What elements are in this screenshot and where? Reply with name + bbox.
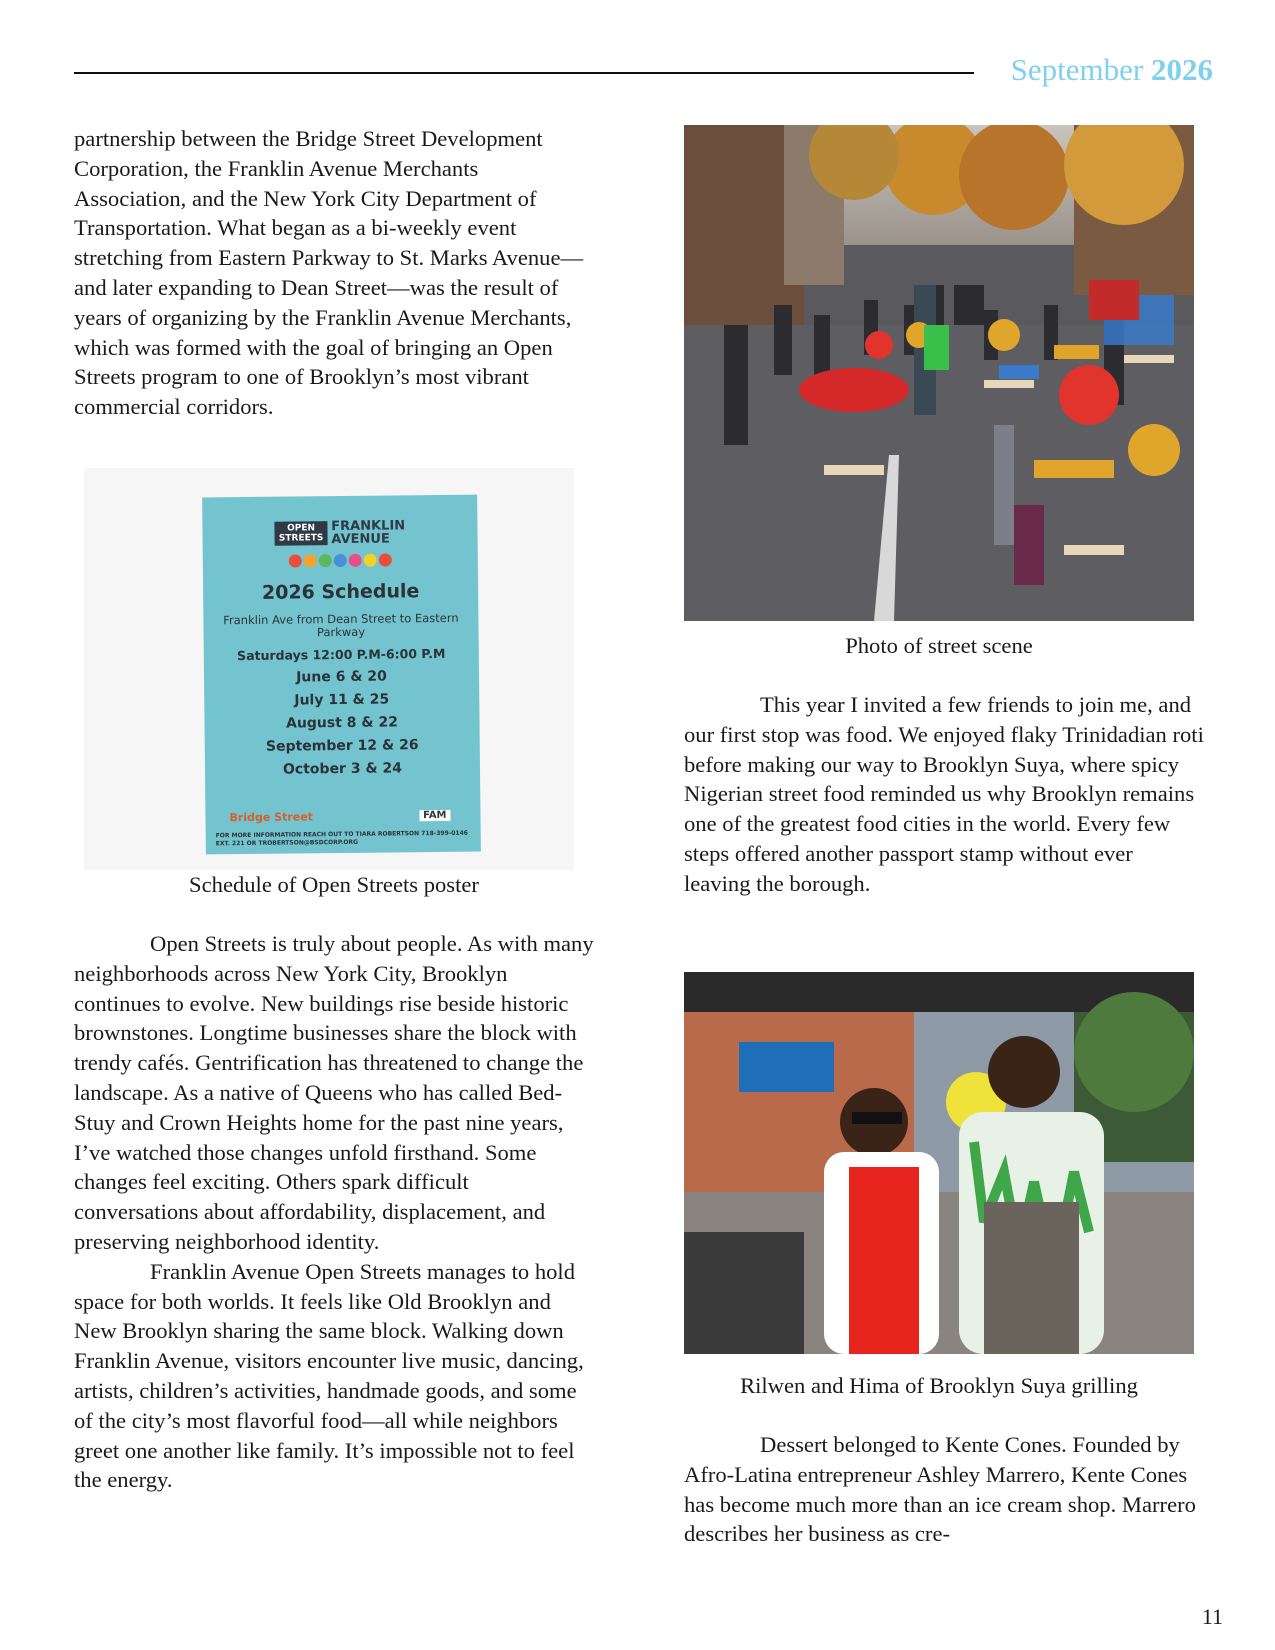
paragraph: partnership between the Bridge Street Development Corporation, the Franklin Avenue Merchants Association, and the New York City Department of Transportation. What began as a bi-weekly event stretching from Eastern Parkway to St. Marks Avenue—and later expanding to Dean Street—was the result of years of organizing by the Franklin Avenue Merchants, which was formed with the goal of bringing an Open Streets program to one of Brooklyn’s most vibrant commercial corridors.	[74, 126, 584, 420]
street-scene-photo	[684, 125, 1194, 621]
poster-footer: FOR MORE INFORMATION REACH OUT TO TIARA ROBERTSON 718-399-0146 EXT. 221 OR TROBERTSON@BSDCORP.ORG	[215, 829, 468, 848]
poster-date: September 12 & 26	[265, 737, 419, 755]
open-streets-logo: OPEN STREETS FRANKLIN AVENUE	[202, 519, 477, 548]
left-column-intro	[74, 124, 594, 422]
poster-date: August 8 & 22	[285, 714, 399, 732]
left-column-body	[74, 929, 594, 1495]
brooklyn-suya-photo	[684, 972, 1194, 1354]
paragraph: Open Streets is truly about people. As with many neighborhoods across New York City, Brooklyn continues to evolve. New buildings rise beside historic brownstones. Longtime businesses share the block with trendy cafés. Gentrification has threatened to change the landscape. As a native of Queens who has called Bed-Stuy and Crown Heights home for the past nine years, I’ve watched those changes unfold firsthand. Some changes feel exciting. Others spark difficult conversations about affordability, displacement, and preserving neighborhood identity.	[74, 931, 594, 1254]
poster-title: 2026 Schedule	[261, 580, 420, 604]
suya-photo-caption: Rilwen and Hima of Brooklyn Suya grilling	[740, 1373, 1138, 1398]
paragraph: Dessert belonged to Kente Cones. Founded by Afro-Latina entrepreneur Ashley Marrero, Kente Cones has become much more than an ice cream shop. Marrero describes her business as cre-	[684, 1432, 1196, 1547]
poster-date: October 3 & 24	[282, 760, 403, 778]
right-column-paragraph-2	[684, 1430, 1204, 1549]
fam-logo: FAM	[419, 810, 450, 821]
header-date: September 2026	[1010, 52, 1213, 87]
paragraph: This year I invited a few friends to join me, and our first stop was food. We enjoyed flaky Trinidadian roti before making our way to Brooklyn Suya, where spicy Nigerian street food reminded us why Brooklyn remains one of the greatest food cities in the world. Every few steps offered another passport stamp without ever leaving the borough.	[684, 692, 1204, 896]
color-dots	[203, 553, 478, 569]
header-rule	[74, 72, 974, 74]
paragraph: Franklin Avenue Open Streets manages to hold space for both worlds. It feels like Old Brooklyn and New Brooklyn sharing the same block. Walking down Franklin Avenue, visitors encounter live music, dancing, artists, children’s activities, handmade goods, and some of the city’s most flavorful food—all while neighbors greet one another like family. It’s impossible not to feel the energy.	[74, 1258, 584, 1493]
street-photo-caption: Photo of street scene	[845, 633, 1033, 658]
bridge-street-logo: Bridge Street	[229, 810, 313, 825]
poster-subtitle: Franklin Ave from Dean Street to Eastern Parkway	[223, 610, 459, 640]
right-column-paragraph-1	[684, 690, 1204, 899]
poster-date: July 11 & 25	[294, 691, 390, 709]
poster-caption: Schedule of Open Streets poster	[189, 872, 479, 897]
schedule-poster	[202, 495, 481, 855]
poster-sponsors	[229, 809, 450, 824]
page-number: 11	[1201, 1604, 1223, 1629]
poster-image	[84, 468, 574, 870]
poster-date: June 6 & 20	[296, 668, 387, 686]
poster-hours: Saturdays 12:00 P.M-6:00 P.M	[237, 645, 446, 664]
